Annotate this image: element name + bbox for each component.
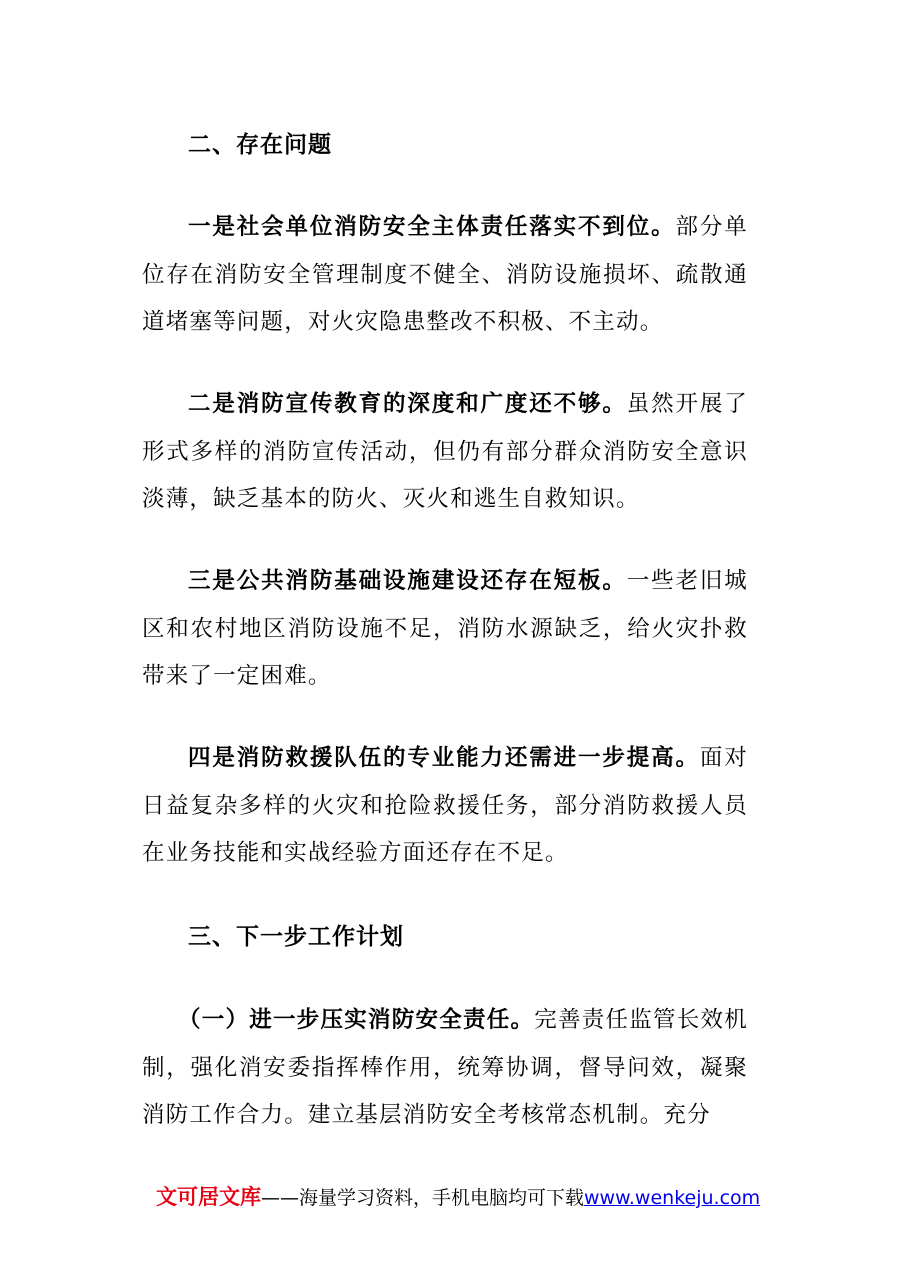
- paragraph-lead: 一是社会单位消防安全主体责任落实不到位。: [188, 214, 676, 240]
- paragraph-lead: 三是公共消防基础设施建设还存在短板。: [188, 568, 627, 594]
- paragraph-lead: （一）进一步压实消防安全责任。: [178, 1007, 535, 1033]
- paragraph-lead: 四是消防救援队伍的专业能力还需进一步提高。: [188, 745, 700, 771]
- footer-tagline: ——海量学习资料，手机电脑均可下载: [261, 1187, 585, 1209]
- paragraph-plan-1: [142, 997, 748, 1140]
- paragraph-problem-2: [142, 381, 748, 524]
- paragraph-body: 面对日益复杂多样的火灾和抢险救援任务，部分消防救援人员在业务技能和实战经验方面还存在不足。: [142, 745, 748, 866]
- paragraph-body: 一些老旧城区和农村地区消防设施不足，消防水源缺乏，给火灾扑救带来了一定困难。: [142, 568, 748, 689]
- paragraph-problem-1: [142, 204, 748, 347]
- paragraph-lead: 二是消防宣传教育的深度和广度还不够。: [188, 391, 627, 417]
- paragraph-problem-4: [142, 735, 748, 878]
- paragraph-body: 部分单位存在消防安全管理制度不健全、消防设施损坏、疏散通道堵塞等问题，对火灾隐患整改不积极、不主动。: [142, 214, 748, 335]
- paragraph-problem-3: [142, 558, 748, 701]
- section-heading-problems: 二、存在问题: [188, 131, 332, 158]
- paragraph-body: 完善责任监管长效机制，强化消安委指挥棒作用，统筹协调，督导问效，凝聚消防工作合力。建立基层消防安全考核常态机制。充分: [142, 1007, 748, 1128]
- footer-brand: 文可居文库: [156, 1185, 261, 1209]
- paragraph-body: 虽然开展了形式多样的消防宣传活动，但仍有部分群众消防安全意识淡薄，缺乏基本的防火、灭火和逃生自救知识。: [142, 391, 748, 512]
- footer-website-link[interactable]: www.wenkeju.com: [584, 1187, 761, 1209]
- footer-banner: [156, 1184, 760, 1211]
- section-heading-plan: 三、下一步工作计划: [188, 923, 404, 950]
